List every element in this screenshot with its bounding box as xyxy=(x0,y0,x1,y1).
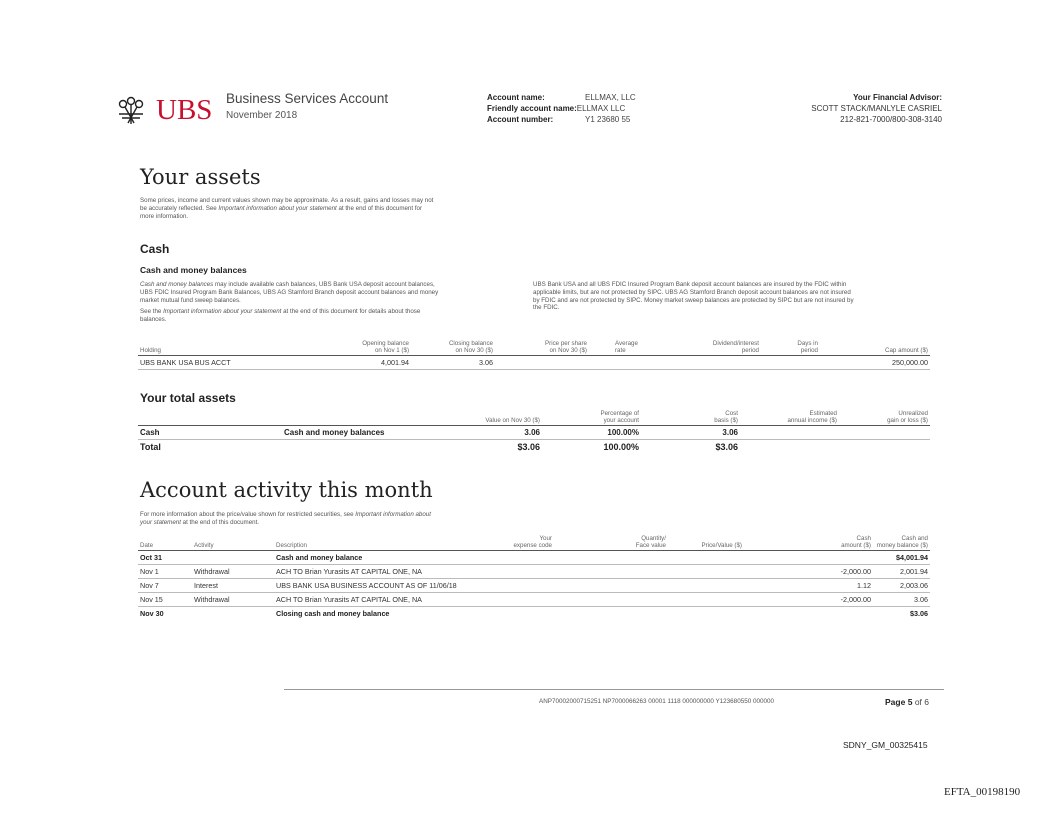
cap-amount: 250,000.00 xyxy=(820,356,930,370)
row-cost: 3.06 xyxy=(641,426,740,440)
col-closing: Closing balance on Nov 30 ($) xyxy=(411,340,495,356)
days xyxy=(761,356,820,370)
row-pct: 100.00% xyxy=(542,426,641,440)
bates-number: SDNY_GM_00325415 xyxy=(843,740,928,750)
page-num: 5 xyxy=(907,697,913,707)
col-price: Price/Value ($) xyxy=(668,535,744,551)
col-days: Days in period xyxy=(761,340,820,356)
total-assets-table xyxy=(138,410,930,454)
text: be accurately reflected. See xyxy=(140,204,219,212)
row-value: 3.06 xyxy=(426,426,542,440)
account-name-value: ELLMAX, LLC xyxy=(585,93,636,102)
opening-balance: 4,001.94 xyxy=(292,356,411,370)
para-line: market mutual fund sweep balances. xyxy=(140,296,241,304)
ubs-logo xyxy=(114,94,212,127)
text: at the end of this document. xyxy=(180,518,260,526)
table-row xyxy=(138,579,930,593)
col-description: Description xyxy=(274,535,478,551)
col-value: Value on Nov 30 ($) xyxy=(426,410,542,426)
date: Nov 15 xyxy=(138,593,192,607)
page-label: Page xyxy=(885,697,906,707)
advisor-names: SCOTT STACK/MANLYLE CASRIEL xyxy=(811,104,942,113)
friendly-name-value: ELLMAX LLC xyxy=(576,104,626,113)
assets-intro-line: more information. xyxy=(140,212,189,220)
table-row xyxy=(138,440,930,455)
text: at the end of this document for xyxy=(336,204,423,212)
assets-intro xyxy=(140,197,520,220)
activity-heading: Account activity this month xyxy=(140,478,433,502)
advisor-info xyxy=(811,92,942,125)
para-line xyxy=(140,281,520,289)
para-line: UBS Bank USA and all UBS FDIC Insured Program Bank deposit account balances are insured by the FDIC within xyxy=(533,281,847,288)
advisor-title: Your Financial Advisor: xyxy=(853,93,942,102)
page-number xyxy=(885,697,929,707)
col-expense: Your expense code xyxy=(478,535,554,551)
table-row xyxy=(138,607,930,621)
important-info-link: Important information about your statement xyxy=(218,204,337,212)
balance: 2,001.94 xyxy=(873,565,930,579)
account-info xyxy=(487,92,636,125)
assets-heading: Your assets xyxy=(140,165,261,189)
col-cap: Cap amount ($) xyxy=(820,340,930,356)
text: your statement xyxy=(140,518,181,526)
row-desc xyxy=(282,440,426,455)
statement-period: November 2018 xyxy=(226,110,298,121)
col-activity: Activity xyxy=(192,535,274,551)
footer-code: ANP70002000715251 NP7000066263 00001 1118 000000000 Y123680550 000000 xyxy=(539,698,774,705)
holdings-table xyxy=(138,340,930,370)
table-row xyxy=(138,426,930,440)
text: See the xyxy=(140,308,164,316)
amount: 1.12 xyxy=(744,579,873,593)
para-line: by FDIC and are not protected by SIPC. Money market sweep balances are protected by SIPC but are not insured by xyxy=(533,296,854,304)
col-balance: Cash and money balance ($) xyxy=(873,535,930,551)
col-avg-rate: Average rate xyxy=(589,340,687,356)
closing-balance: 3.06 xyxy=(411,356,495,370)
para-line: UBS FDIC Insured Program Bank Balances, UBS AG Stamford Branch deposit account balances and money xyxy=(140,288,439,296)
amount: -2,000.00 xyxy=(744,593,873,607)
text: For more information about the price/value shown for restricted securities, see xyxy=(140,511,356,518)
holding-name: UBS BANK USA BUS ACCT xyxy=(138,356,292,370)
col-income: Estimated annual income ($) xyxy=(740,410,839,426)
activity: Interest xyxy=(192,579,274,593)
cash-heading: Cash xyxy=(140,242,170,256)
keys-icon xyxy=(114,96,148,126)
account-number-label: Account number: xyxy=(487,115,554,124)
page-of: of 6 xyxy=(914,697,929,707)
text: Important information about xyxy=(355,511,431,518)
table-header-row xyxy=(138,340,930,356)
account-number-value: Y1 23680 55 xyxy=(585,115,631,124)
date: Nov 7 xyxy=(138,579,192,593)
efta-number: EFTA_00198190 xyxy=(944,786,1021,798)
cash-money-heading: Cash and money balances xyxy=(140,265,247,275)
description: UBS BANK USA BUSINESS ACCOUNT AS OF 11/06/18 xyxy=(274,579,478,593)
table-header-row xyxy=(138,535,930,551)
table-row xyxy=(138,551,930,565)
activity-table xyxy=(138,535,930,620)
text: at the end of this document for details about those xyxy=(281,308,421,316)
row-label: Cash xyxy=(138,426,282,440)
assets-intro-line: Some prices, income and current values shown may be approximate. As a result, gains and losses may not xyxy=(140,197,434,204)
activity: Withdrawal xyxy=(192,593,274,607)
para-line xyxy=(140,519,540,527)
row-desc: Cash and money balances xyxy=(282,426,426,440)
description: Closing cash and money balance xyxy=(276,609,390,618)
col-cost: Cost basis ($) xyxy=(641,410,740,426)
balance: 2,003.06 xyxy=(873,579,930,593)
avg-rate xyxy=(589,356,687,370)
col-div-period: Dividend/interest period xyxy=(687,340,761,356)
col-holding: Holding xyxy=(138,340,292,356)
date: Oct 31 xyxy=(138,551,192,565)
date: Nov 30 xyxy=(140,609,164,618)
col-date: Date xyxy=(138,535,192,551)
cash-description-left xyxy=(140,281,520,324)
activity-intro xyxy=(140,511,540,527)
text: may include available cash balances, UBS Bank USA deposit account balances, xyxy=(213,281,435,288)
col-empty xyxy=(138,410,282,426)
balance: 3.06 xyxy=(873,593,930,607)
activity: Withdrawal xyxy=(192,565,274,579)
table-row xyxy=(138,565,930,579)
col-opening: Opening balance on Nov 1 ($) xyxy=(292,340,411,356)
para-line xyxy=(140,511,540,519)
assets-intro-line xyxy=(140,205,520,213)
col-qty: Quantity/ Face value xyxy=(554,535,668,551)
col-price: Price per share on Nov 30 ($) xyxy=(495,340,589,356)
cash-description-right xyxy=(533,281,938,312)
col-gain: Unrealized gain or loss ($) xyxy=(839,410,930,426)
div-period xyxy=(687,356,761,370)
footer-divider xyxy=(284,689,944,690)
balance: $3.06 xyxy=(910,609,928,618)
table-row xyxy=(138,593,930,607)
balance: $4,001.94 xyxy=(873,551,930,565)
statement-title: Business Services Account xyxy=(226,91,389,106)
table-row xyxy=(138,356,930,370)
text: Cash and money balances xyxy=(140,281,214,288)
date: Nov 1 xyxy=(138,565,192,579)
para-line: the FDIC. xyxy=(533,304,560,312)
col-empty xyxy=(282,410,426,426)
friendly-name-label: Friendly account name: xyxy=(487,104,577,113)
row-pct: 100.00% xyxy=(603,442,639,452)
para-line: balances. xyxy=(140,316,167,324)
account-name-label: Account name: xyxy=(487,93,545,102)
description: ACH TO Brian Yurasits AT CAPITAL ONE, NA xyxy=(274,593,478,607)
row-cost: $3.06 xyxy=(715,442,738,452)
para-line: applicable limits, but are not protected by SIPC. UBS AG Stamford Branch deposit account balances are not insured xyxy=(533,288,851,296)
para-line xyxy=(140,308,520,316)
total-assets-heading: Your total assets xyxy=(140,391,236,405)
activity xyxy=(192,551,274,565)
text: Important information about your statement xyxy=(163,308,282,316)
description: ACH TO Brian Yurasits AT CAPITAL ONE, NA xyxy=(274,565,478,579)
advisor-phone: 212-821-7000/800-308-3140 xyxy=(840,115,942,124)
col-cash: Cash amount ($) xyxy=(744,535,873,551)
row-value: $3.06 xyxy=(517,442,540,452)
row-label: Total xyxy=(140,442,161,452)
amount xyxy=(744,607,873,621)
table-header-row xyxy=(138,410,930,426)
description: Cash and money balance xyxy=(274,551,478,565)
activity xyxy=(192,607,274,621)
logo-text: UBS xyxy=(156,94,213,126)
amount xyxy=(744,551,873,565)
amount: -2,000.00 xyxy=(744,565,873,579)
price xyxy=(495,356,589,370)
col-pct: Percentage of your account xyxy=(542,410,641,426)
